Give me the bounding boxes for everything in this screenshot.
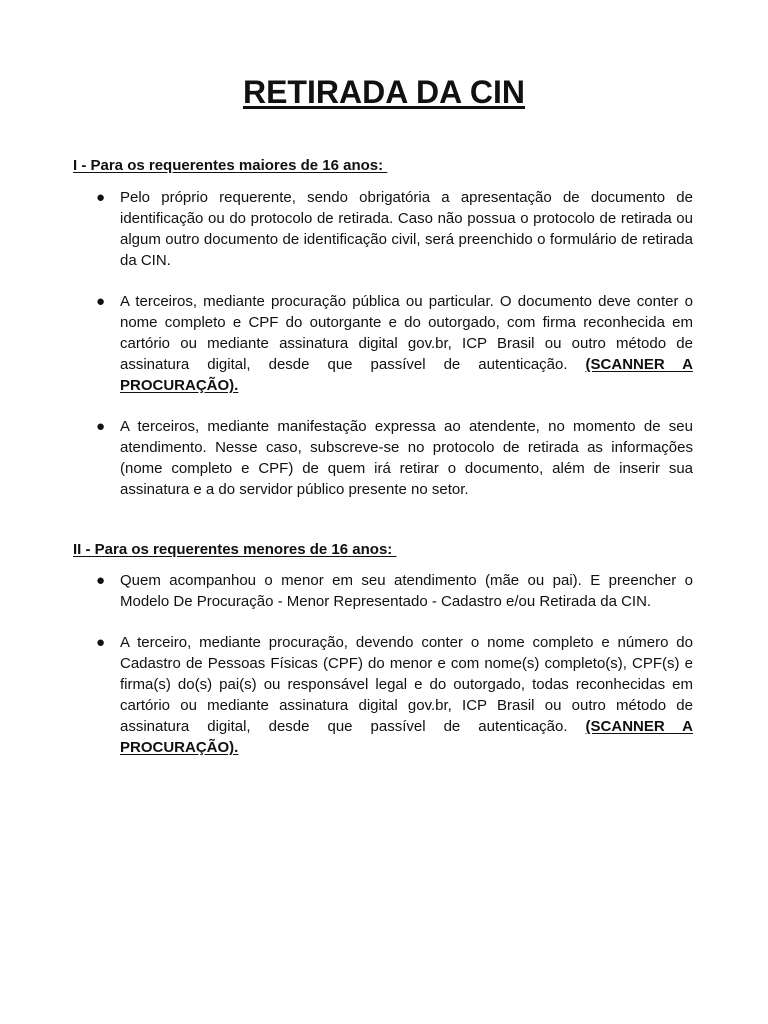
section-heading-minors: II - Para os requerentes menores de 16 anos: [73,541,397,558]
page-title [0,72,768,112]
bullet-icon: ● [96,572,106,589]
list-item [73,632,693,758]
list-item [73,187,693,271]
bullet-icon: ● [96,189,106,206]
list-item-body: A terceiro, mediante procuração, devendo conter o nome completo e número do Cadastro de Pessoas Físicas (CPF) do menor e com nome(s) completo(s), CPF(s) e firma(s) do(s) pai(s) ou responsável legal e do outorgado, todas reconhecidas em cartório ou mediante assinatura digital gov.br, ICP Brasil ou outro método de assinatura digital, desde que passível de autenticação. [120,634,693,735]
scanner-note: (SCANNER A PROCURAÇÃO). [120,356,693,394]
list-item-text [120,291,693,396]
list-item-text: Quem acompanhou o menor em seu atendimento (mãe ou pai). E preencher o Modelo De Procuração - Menor Representado - Cadastro e/ou Retirada da CIN. [120,572,693,610]
scanner-note: (SCANNER A PROCURAÇÃO). [120,718,693,756]
bullet-icon: ● [96,418,106,435]
list-item-body: A terceiros, mediante procuração pública ou particular. O documento deve conter o nome completo e CPF do outorgante e do outorgado, com firma reconhecida em cartório ou mediante assinatura digital gov.br, ICP Brasil ou outro método de assinatura digital, desde que passível de autenticação. [120,293,693,373]
list-item [73,416,693,500]
section-heading-adults: I - Para os requerentes maiores de 16 anos: [73,157,388,174]
list-item-text: A terceiros, mediante manifestação expressa ao atendente, no momento de seu atendimento. Nesse caso, subscreve-se no protocolo de retirada as informações (nome completo e CPF) de quem irá retirar o documento, além de inserir sua assinatura e a do servidor público presente no setor. [120,418,693,498]
list-item [73,291,693,396]
list-item [73,570,693,612]
list-item-text: Pelo próprio requerente, sendo obrigatória a apresentação de documento de identificação ou do protocolo de retirada. Caso não possua o protocolo de retirada ou algum outro documento de identificação civil, será preenchido o formulário de retirada da CIN. [120,189,693,269]
list-item-text [120,632,693,758]
page-title-text: RETIRADA DA CIN [242,74,526,110]
bullet-icon: ● [96,293,106,310]
bullet-icon: ● [96,634,106,651]
